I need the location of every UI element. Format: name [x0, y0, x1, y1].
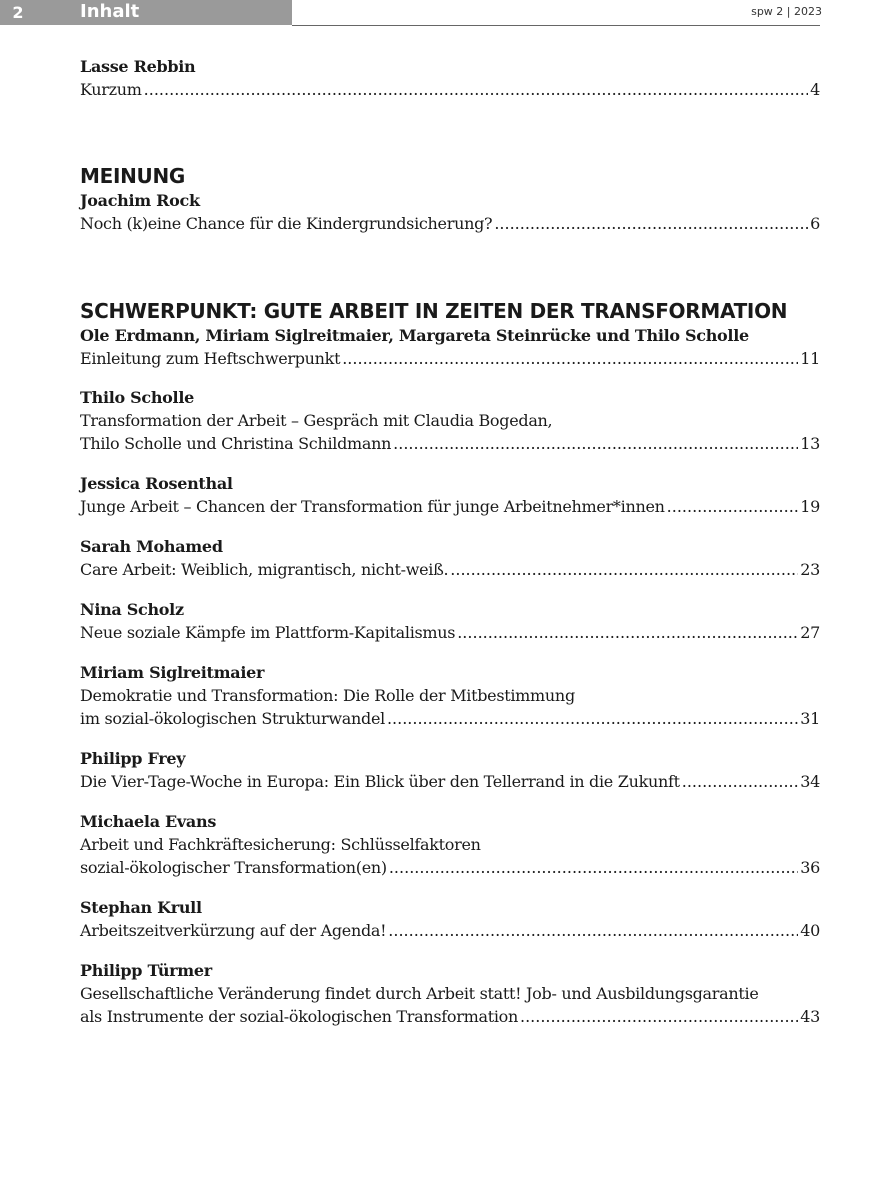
toc-entry	[80, 959, 820, 1028]
leader-dots	[682, 770, 798, 793]
entry-page: 31	[800, 709, 820, 728]
entry-author: Miriam Siglreitmaier	[80, 663, 265, 682]
section-heading: MEINUNG	[80, 164, 186, 188]
toc-entry	[80, 661, 820, 730]
entry-page: 13	[800, 434, 820, 453]
entry-author: Lasse Rebbin	[80, 57, 196, 76]
entry-author: Thilo Scholle	[80, 388, 194, 407]
toc-entry-intro	[80, 55, 820, 101]
entry-author: Nina Scholz	[80, 600, 184, 619]
entry-title: Transformation der Arbeit – Gespräch mit Claudia Bogedan,	[80, 411, 553, 430]
table-of-contents	[80, 55, 820, 1028]
leader-dots	[389, 856, 798, 879]
entry-title: Neue soziale Kämpfe im Plattform-Kapitalismus	[80, 623, 456, 642]
leader-dots	[342, 347, 798, 370]
entry-title-line[interactable]	[80, 856, 820, 879]
issue-label: spw 2 | 2023	[751, 5, 822, 18]
entry-title-line[interactable]	[80, 770, 820, 793]
entry-page: 43	[800, 1007, 820, 1026]
entry-title-line[interactable]	[80, 919, 820, 942]
section-heading: SCHWERPUNKT: GUTE ARBEIT IN ZEITEN DER TRANSFORMATION	[80, 299, 788, 323]
entry-page: 40	[800, 921, 820, 940]
entry-title-line[interactable]	[80, 707, 820, 730]
entry-title: Arbeitszeitverkürzung auf der Agenda!	[80, 921, 387, 940]
entry-title-line[interactable]	[80, 558, 820, 581]
entry-page: 6	[810, 214, 820, 233]
entry-title-line[interactable]	[80, 78, 820, 101]
section-label: Inhalt	[80, 1, 140, 22]
entry-author: Joachim Rock	[80, 191, 200, 210]
leader-dots	[387, 707, 798, 730]
entry-page: 11	[800, 349, 820, 368]
toc-section-meinung	[80, 163, 820, 235]
entry-title: Einleitung zum Heftschwerpunkt	[80, 349, 341, 368]
entry-page: 19	[800, 497, 820, 516]
entry-author: Jessica Rosenthal	[80, 474, 233, 493]
entry-title-line[interactable]	[80, 621, 820, 644]
leader-dots	[520, 1005, 798, 1028]
entry-author: Ole Erdmann, Miriam Siglreitmaier, Margareta Steinrücke und Thilo Scholle	[80, 326, 749, 345]
toc-entry	[80, 386, 820, 455]
entry-title: sozial-ökologischer Transformation(en)	[80, 858, 387, 877]
toc-entries	[80, 386, 820, 1028]
page-number: 2	[12, 3, 24, 22]
entry-page: 4	[810, 80, 820, 99]
entry-author: Sarah Mohamed	[80, 537, 223, 556]
header-rule	[292, 25, 820, 26]
leader-dots	[667, 495, 799, 518]
toc-entry	[80, 810, 820, 879]
entry-title-line[interactable]	[80, 432, 820, 455]
entry-title: Die Vier-Tage-Woche in Europa: Ein Blick über den Tellerrand in die Zukunft	[80, 772, 680, 791]
entry-title-line[interactable]	[80, 1005, 820, 1028]
entry-title-line[interactable]	[80, 495, 820, 518]
toc-entry	[80, 598, 820, 644]
leader-dots	[457, 621, 798, 644]
entry-title: Demokratie und Transformation: Die Rolle der Mitbestimmung	[80, 686, 575, 705]
entry-author: Philipp Türmer	[80, 961, 212, 980]
leader-dots	[144, 78, 808, 101]
entry-title: Noch (k)eine Chance für die Kindergrundsicherung?	[80, 214, 493, 233]
entry-title: als Instrumente der sozial-ökologischen Transformation	[80, 1007, 518, 1026]
toc-entry	[80, 472, 820, 518]
entry-title: Thilo Scholle und Christina Schildmann	[80, 434, 392, 453]
leader-dots	[393, 432, 798, 455]
entry-author: Philipp Frey	[80, 749, 186, 768]
leader-dots	[388, 919, 798, 942]
toc-entry	[80, 747, 820, 793]
leader-dots	[494, 212, 808, 235]
entry-page: 36	[800, 858, 820, 877]
entry-title: im sozial-ökologischen Strukturwandel	[80, 709, 385, 728]
entry-title: Care Arbeit: Weiblich, migrantisch, nicht-weiß.	[80, 560, 449, 579]
toc-entry	[80, 896, 820, 942]
entry-author: Michaela Evans	[80, 812, 217, 831]
entry-title-line[interactable]	[80, 347, 820, 370]
entry-title: Kurzum	[80, 80, 142, 99]
header-bar	[0, 0, 292, 25]
entry-page: 27	[800, 623, 820, 642]
entry-title: Junge Arbeit – Chancen der Transformation für junge Arbeitnehmer*innen	[80, 497, 665, 516]
leader-dots	[450, 558, 798, 581]
toc-entry	[80, 535, 820, 581]
toc-section-schwerpunkt	[80, 298, 820, 370]
entry-title: Arbeit und Fachkräftesicherung: Schlüsselfaktoren	[80, 835, 481, 854]
entry-title: Gesellschaftliche Veränderung findet durch Arbeit statt! Job- und Ausbildungsgarantie	[80, 984, 759, 1003]
entry-title-line[interactable]	[80, 212, 820, 235]
entry-page: 23	[800, 560, 820, 579]
entry-page: 34	[800, 772, 820, 791]
entry-author: Stephan Krull	[80, 898, 202, 917]
